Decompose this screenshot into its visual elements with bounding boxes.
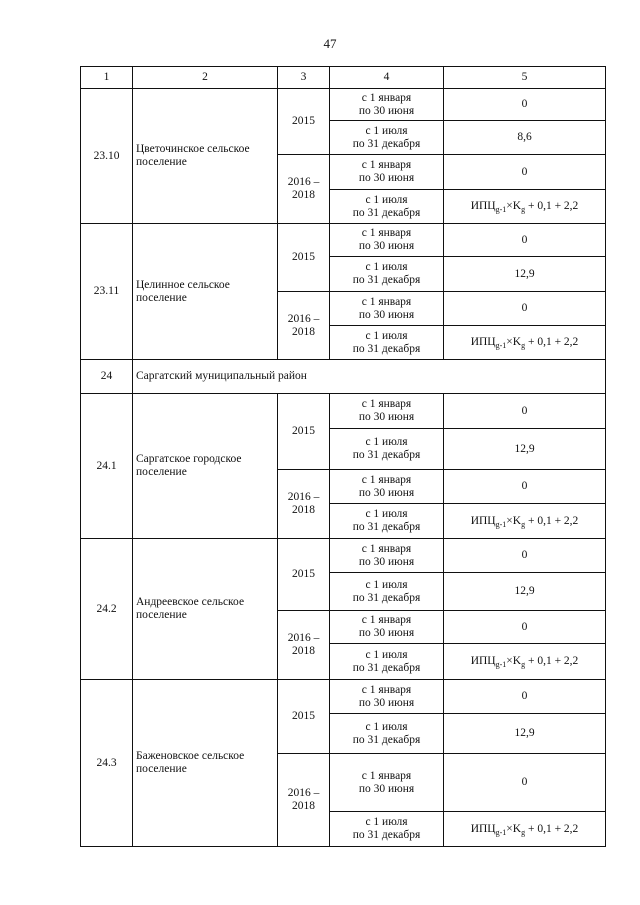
period-end: по 31 декабря: [352, 274, 421, 286]
period-end: по 30 июня: [358, 486, 415, 499]
period-year: 2015: [278, 539, 330, 611]
settlement-name: Цветочинское сельское поселение: [133, 89, 278, 224]
header-col-3: 3: [278, 67, 330, 89]
settlement-name: Саргатское городское поселение: [133, 394, 278, 539]
tariff-value: 12,9: [444, 429, 606, 470]
tariff-value: 12,9: [444, 573, 606, 611]
period-end: по 30 июня: [358, 172, 415, 184]
row-number: 24.2: [81, 539, 133, 680]
tariff-value: 0: [444, 89, 606, 121]
period-end: по 30 июня: [358, 782, 415, 795]
row-number: 24: [81, 360, 133, 394]
period-range: [330, 573, 444, 611]
period-year: 2015: [278, 394, 330, 470]
header-col-1: 1: [81, 67, 133, 89]
period-start: с 1 июля: [365, 193, 408, 206]
tariff-value: 0: [444, 224, 606, 257]
period-start: с 1 января: [361, 614, 412, 626]
row-number: 23.11: [81, 224, 133, 360]
period-end: по 31 декабря: [352, 661, 421, 674]
period-end: по 30 июня: [358, 240, 415, 252]
period-end: по 31 декабря: [352, 733, 421, 746]
page-number: 47: [323, 36, 337, 51]
period-start: с 1 января: [361, 769, 412, 782]
period-start: с 1 июля: [365, 261, 408, 273]
period-year: 2015: [278, 224, 330, 292]
tariff-table-body: [81, 67, 606, 847]
period-start: с 1 июля: [365, 436, 408, 448]
tariff-value: $ИПЦ_{g-1}\times K_g + 0,1 + 2,2$: [444, 504, 606, 539]
period-start: с 1 января: [361, 398, 412, 410]
tariff-value: 0: [444, 539, 606, 573]
period-end: по 31 декабря: [352, 521, 421, 533]
period-start: с 1 января: [361, 159, 412, 171]
settlement-name: Целинное сельское поселение: [133, 224, 278, 360]
period-end: по 31 декабря: [352, 342, 421, 355]
period-end: по 31 декабря: [352, 591, 421, 604]
period-end: по 31 декабря: [352, 449, 421, 461]
period-start: с 1 января: [361, 227, 412, 239]
period-range: [330, 224, 444, 257]
period-end: по 31 декабря: [352, 829, 421, 841]
period-start: с 1 июля: [365, 648, 408, 661]
period-range: [330, 680, 444, 714]
period-start: с 1 января: [361, 91, 412, 104]
period-year: 2015: [278, 89, 330, 155]
period-start: с 1 января: [361, 542, 412, 555]
period-start: с 1 июля: [365, 720, 408, 733]
period-start: с 1 июля: [365, 124, 408, 137]
tariff-value: $ИПЦ_{g-1}\times K_g + 0,1 + 2,2$: [444, 190, 606, 224]
period-range: [330, 394, 444, 429]
period-row: [81, 224, 606, 257]
period-range: [330, 326, 444, 360]
period-range: [330, 470, 444, 504]
tariff-value: $ИПЦ_{g-1}\times K_g + 0,1 + 2,2$: [444, 326, 606, 360]
period-start: с 1 июля: [365, 816, 408, 828]
period-range: [330, 257, 444, 292]
header-row: [81, 67, 606, 89]
row-number: 24.1: [81, 394, 133, 539]
period-end: по 30 июня: [358, 696, 415, 709]
tariff-value: 0: [444, 394, 606, 429]
period-end: по 30 июня: [358, 104, 415, 117]
period-range: [330, 754, 444, 812]
period-range: [330, 429, 444, 470]
period-range: [330, 539, 444, 573]
period-range: [330, 504, 444, 539]
period-year: 2016 – 2018: [278, 611, 330, 680]
settlement-name: Андреевское сельское поселение: [133, 539, 278, 680]
tariff-value: 0: [444, 155, 606, 190]
period-year: 2016 – 2018: [278, 292, 330, 360]
period-year: 2016 – 2018: [278, 470, 330, 539]
period-range: [330, 89, 444, 121]
period-range: [330, 190, 444, 224]
period-end: по 31 декабря: [352, 206, 421, 219]
tariff-value: 0: [444, 611, 606, 644]
period-range: [330, 292, 444, 326]
tariff-value: $ИПЦ_{g-1}\times K_g + 0,1 + 2,2$: [444, 812, 606, 847]
period-end: по 31 декабря: [352, 137, 421, 150]
period-end: по 30 июня: [358, 411, 415, 423]
row-number: 24.3: [81, 680, 133, 847]
period-range: [330, 714, 444, 754]
period-range: [330, 644, 444, 680]
header-col-2: 2: [133, 67, 278, 89]
header-col-5: 5: [444, 67, 606, 89]
period-range: [330, 812, 444, 847]
period-range: [330, 611, 444, 644]
period-start: с 1 июля: [365, 578, 408, 591]
row-number: 23.10: [81, 89, 133, 224]
period-start: с 1 июля: [365, 329, 408, 342]
tariff-value: 0: [444, 754, 606, 812]
period-end: по 30 июня: [358, 627, 415, 639]
period-row: [81, 539, 606, 573]
tariff-value: $ИПЦ_{g-1}\times K_g + 0,1 + 2,2$: [444, 644, 606, 680]
tariff-table: [80, 66, 606, 847]
period-year: 2015: [278, 680, 330, 754]
period-row: [81, 680, 606, 714]
region-row: [81, 360, 606, 394]
tariff-value: 12,9: [444, 257, 606, 292]
period-start: с 1 июля: [365, 508, 408, 520]
period-row: [81, 89, 606, 121]
tariff-value: 8,6: [444, 121, 606, 155]
tariff-value: 0: [444, 292, 606, 326]
tariff-value: 0: [444, 470, 606, 504]
tariff-value: 12,9: [444, 714, 606, 754]
period-row: [81, 394, 606, 429]
period-range: [330, 121, 444, 155]
tariff-value: 0: [444, 680, 606, 714]
header-col-4: 4: [330, 67, 444, 89]
period-start: с 1 января: [361, 683, 412, 696]
period-start: с 1 января: [361, 473, 412, 486]
period-start: с 1 января: [361, 295, 412, 308]
period-range: [330, 155, 444, 190]
period-year: 2016 – 2018: [278, 754, 330, 847]
period-year: 2016 – 2018: [278, 155, 330, 224]
period-end: по 30 июня: [358, 308, 415, 321]
region-name: Саргатский муниципальный район: [133, 360, 606, 394]
period-end: по 30 июня: [358, 555, 415, 568]
settlement-name: Баженовское сельское поселение: [133, 680, 278, 847]
